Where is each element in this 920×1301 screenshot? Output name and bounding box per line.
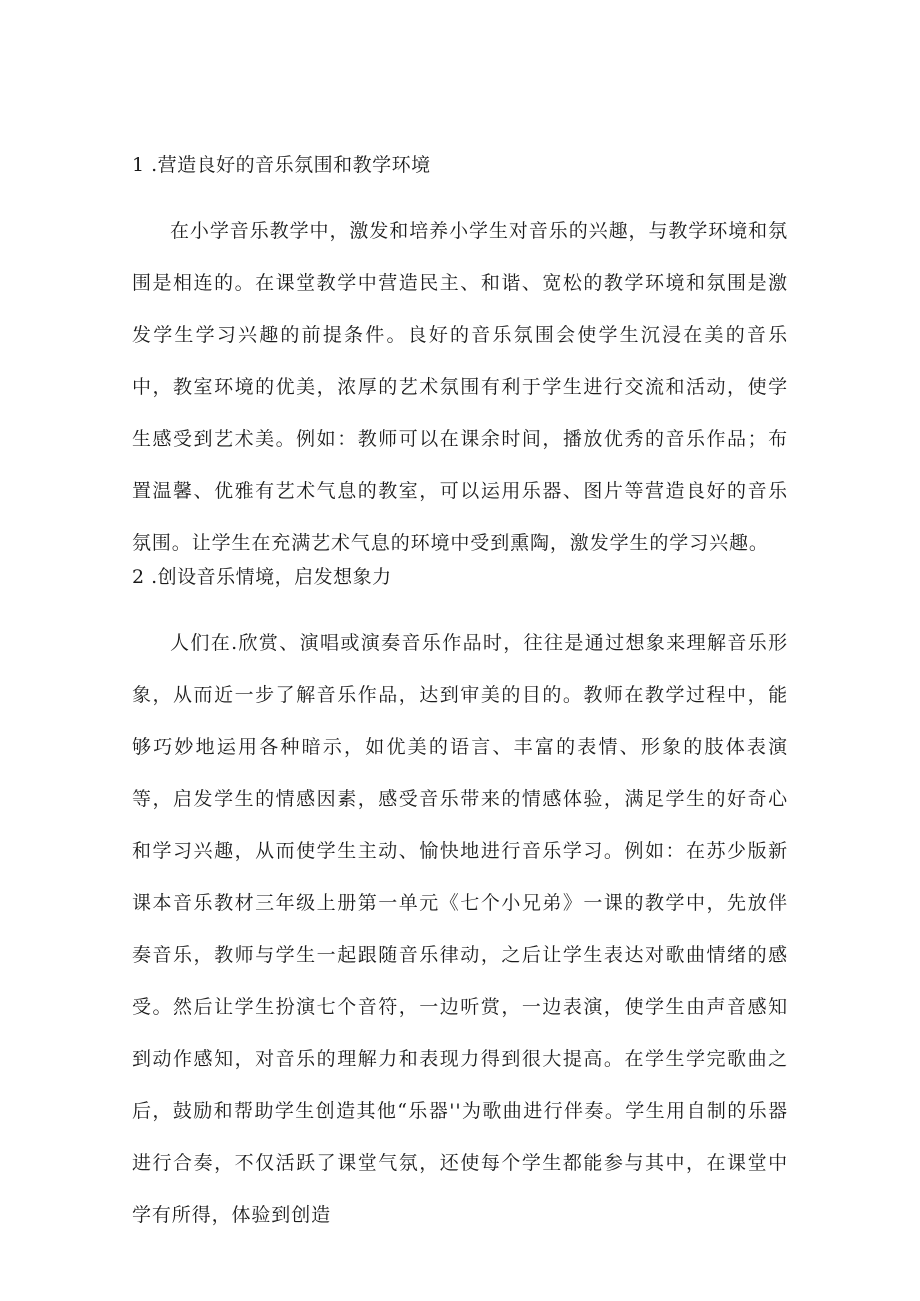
section-paragraph-1: 在小学音乐教学中，激发和培养小学生对音乐的兴趣，与教学环境和氛围是相连的。在课堂教学中营造民主、和谐、宽松的教学环境和氛围是激发学生学习兴趣的前提条件。良好的音乐氛围会使学生沉浸在美的音乐中，教室环境的优美，浓厚的艺术氛围有利于学生进行交流和活动，使学生感受到艺术美。例如：教师可以在课余时间，播放优秀的音乐作品；布置温馨、优雅有艺术气息的教室，可以运用乐器、图片等营造良好的音乐氛围。让学生在充满艺术气息的环境中受到熏陶，激发学生的学习兴趣。 (132, 220, 788, 554)
section-paragraph-2: 人们在.欣赏、演唱或演奏音乐作品时，往往是通过想象来理解音乐形象，从而近一步了解音乐作品，达到审美的目的。教师在教学过程中，能够巧妙地运用各种暗示，如优美的语言、丰富的表情、形象的肢体表演等，启发学生的情感因素，感受音乐带来的情感体验，满足学生的好奇心和学习兴趣，从而使学生主动、愉快地进行音乐学习。例如：在苏少版新课本音乐教材三年级上册第一单元《七个小兄弟》一课的教学中，先放伴奏音乐，教师与学生一起跟随音乐律动，之后让学生表达对歌曲情绪的感受。然后让学生扮演七个音符，一边听赏，一边表演，使学生由声音感知到动作感知，对音乐的理解力和表现力得到很大提高。在学生学完歌曲之后，鼓励和帮助学生创造其他“乐器''为歌曲进行伴奏。学生用自制的乐器进行合奏，不仅活跃了课堂气氛，还使每个学生都能参与其中，在课堂中学有所得，体验到创造 (132, 632, 788, 1226)
section-heading-2: 2 .创设音乐情境，启发想象力 (132, 566, 392, 588)
section-heading-1: 1 .营造良好的音乐氛围和教学环境 (132, 154, 431, 176)
